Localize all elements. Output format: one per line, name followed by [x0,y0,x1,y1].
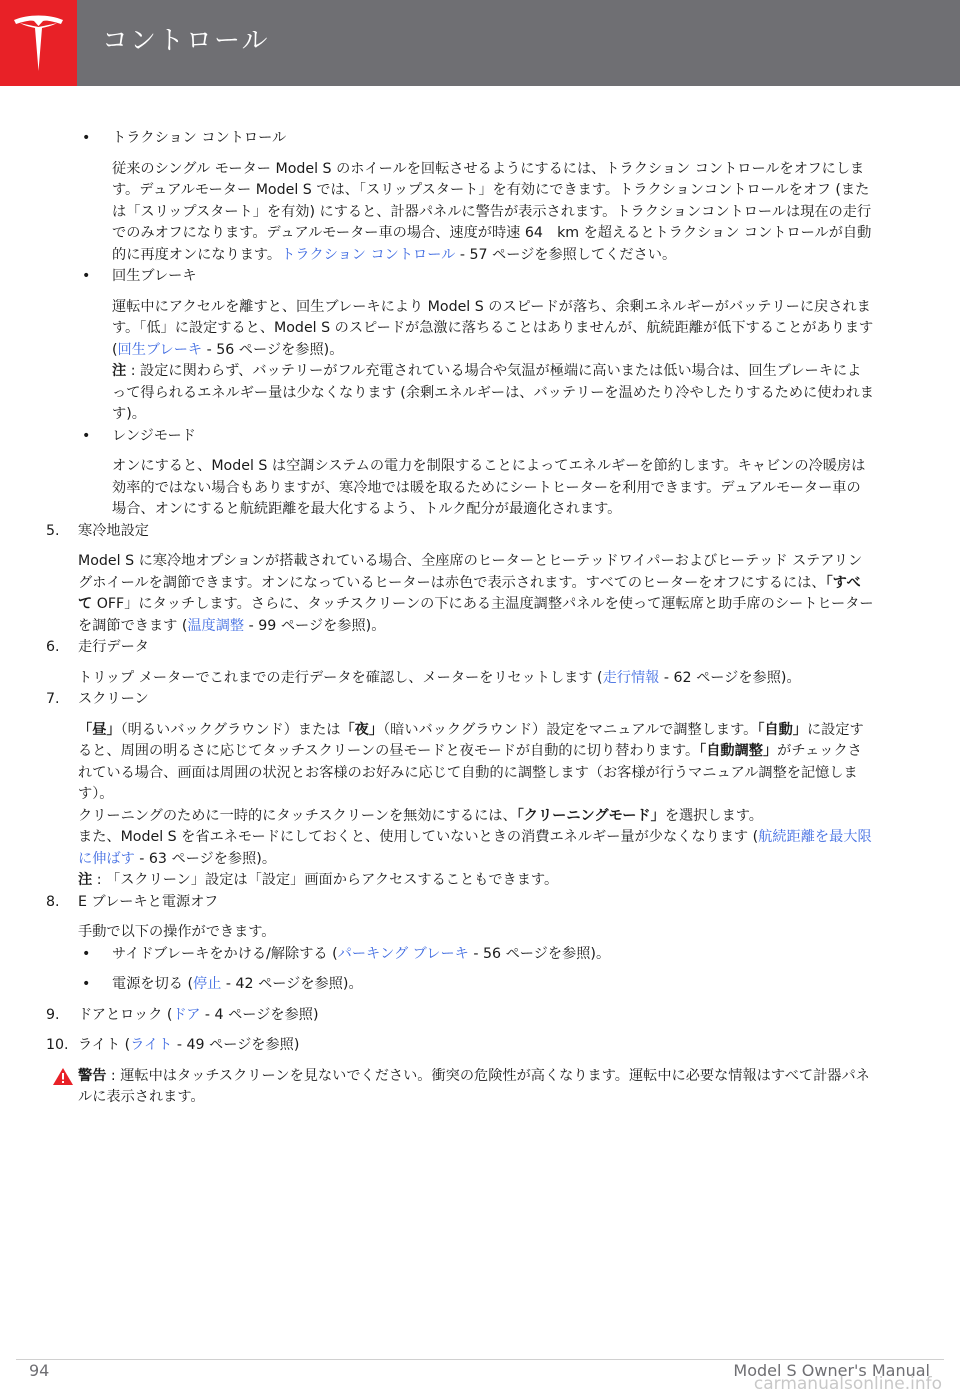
numbered-item-7: 7. スクリーン [46,691,149,707]
link-maximize-range[interactable]: 航続距離を最大限に伸ばす [78,829,872,867]
screen-note: 注 : 「スクリーン」設定は「設定」画面からアクセスすることもできます。 [78,872,559,888]
cold-description: Model S に寒冷地オプションが搭載されている場合、全座席のヒーターとヒーテッドワイパーおよびヒーテッド ステアリングホイールを調節できます。オンになっているヒーターは赤色で表示されます。すべてのヒーターをオフにするには、「すべて OFF」にタッチします。さらに、タッチスクリーンの下にある主温度調整パネルを使って運転席と助手席のシートヒーターを調節できます (温度調整 - 99 ページを参照)。 [78,553,874,634]
warning-triangle-icon [52,1067,74,1086]
page-number: 94 [29,1361,50,1380]
list-item-range-mode: • レンジモード [46,426,874,448]
range-description: オンにすると、Model S は空調システムの電力を制限することによってエネルギーを節約します。キャビンの冷暖房は効率的ではない場合もありますが、寒冷地では暖を取るためにシートヒーターを利用できます。デュアルモーター車の場合、オンにすると航続距離を最大化するよう、トルク配分が最適化されます。 [112,458,866,517]
brand-logo [0,0,77,86]
link-stop[interactable]: 停止 [192,976,222,992]
link-lights[interactable]: ライト [130,1037,173,1053]
link-climate[interactable]: 温度調整 [187,617,245,634]
page-title: コントロール [102,26,270,56]
footer-divider [16,1359,944,1360]
link-trip-info[interactable]: 走行情報 [602,669,660,686]
link-regen-brake[interactable]: 回生ブレーキ [117,341,203,358]
watermark: carmanualsonline.info [753,1374,942,1394]
numbered-item-5: 5. 寒冷地設定 [46,522,149,539]
link-traction-control[interactable]: トラクション コントロール [281,246,456,263]
list-item-traction: • トラクション コントロール [46,128,874,150]
numbered-item-6: 6. 走行データ [46,639,149,655]
traction-description: 従来のシングル モーター Model S のホイールを回転させるようにするには、トラクション コントロールをオフにします。デュアルモーター Model S では、「スリップスタート」を有効にできます。トラクションコントロールをオフ (または「スリップスタート」を有効) にすると、計器パネルに警告が表示されます。トラクションコントロールは現在の走行でのみオフになります。デュアルモーター車の場合、速度が時速 64 km を超えるとトラクション コントロールが自動的に再度オンになります。トラクション コントロール - 57 ページを参照してください。 [112,160,872,263]
list-item-power-off: • 電源を切る (停止 - 42 ページを参照)。 [46,974,874,996]
document-body [46,128,874,1109]
numbered-item-8: 8. E ブレーキと電源オフ [46,893,219,910]
manual-title: Model S Owner's Manual [733,1361,930,1380]
numbered-item-10: 10. ライト (ライト - 49 ページを参照) [46,1037,300,1053]
regen-description: 運転中にアクセルを離すと、回生ブレーキにより Model S のスピードが落ち、余剰エネルギーがバッテリーに戻されます。「低」に設定すると、Model S のスピードが急激に落ちることはありませんが、航続距離が低下することがあります (回生ブレーキ - 56 ページを参照)。 [112,298,874,358]
warning-block: 警告 : 運転中はタッチスクリーンを見ないでください。衝突の危険性が高くなります。運転中に必要な情報はすべて計器パネルに表示されます。 [46,1066,874,1109]
list-item-parking-brake: • サイドブレーキをかける/解除する (パーキング ブレーキ - 56 ページを参照)。 [46,944,874,966]
numbered-item-9: 9. ドアとロック (ドア - 4 ページを参照) [46,1006,319,1023]
list-item-regen: • 回生ブレーキ [46,266,874,288]
screen-description: 「昼」（明るいバックグラウンド）または「夜」（暗いバックグラウンド）設定をマニュアルで調整します。「自動」に設定すると、周囲の明るさに応じてタッチスクリーンの昼モードと夜モードが自動的に切り替わります。「自動調整」がチェックされている場合、画面は周囲の状況とお客様のお好みに応じて自動的に調整します（お客様が行うマニュアル調整を記憶します）。 [78,721,864,802]
cleaning-description: クリーニングのために一時的にタッチスクリーンを無効にするには、「クリーニングモード」を選択します。 [78,807,763,824]
regen-note: 注 : 設定に関わらず、バッテリーがフル充電されている場合や気温が極端に高いまたは低い場合は、回生ブレーキによって得られるエネルギー量は少なくなります (余剰エネルギーは、バッテリーを温めたり冷やしたりするために使われます)。 [112,363,874,422]
trip-description: トリップ メーターでこれまでの走行データを確認し、メーターをリセットします (走行情報 - 62 ページを参照)。 [78,669,801,686]
page-header [0,0,960,86]
link-doors[interactable]: ドア [172,1006,201,1023]
eco-description: また、Model S を省エネモードにしておくと、使用していないときの消費エネルギー量が少なくなります (航続距離を最大限に伸ばす - 63 ページを参照)。 [78,829,872,867]
tesla-logo-icon [12,14,65,72]
link-parking-brake[interactable]: パーキング ブレーキ [337,945,469,962]
ebrake-description: 手動で以下の操作ができます。 [78,924,276,940]
